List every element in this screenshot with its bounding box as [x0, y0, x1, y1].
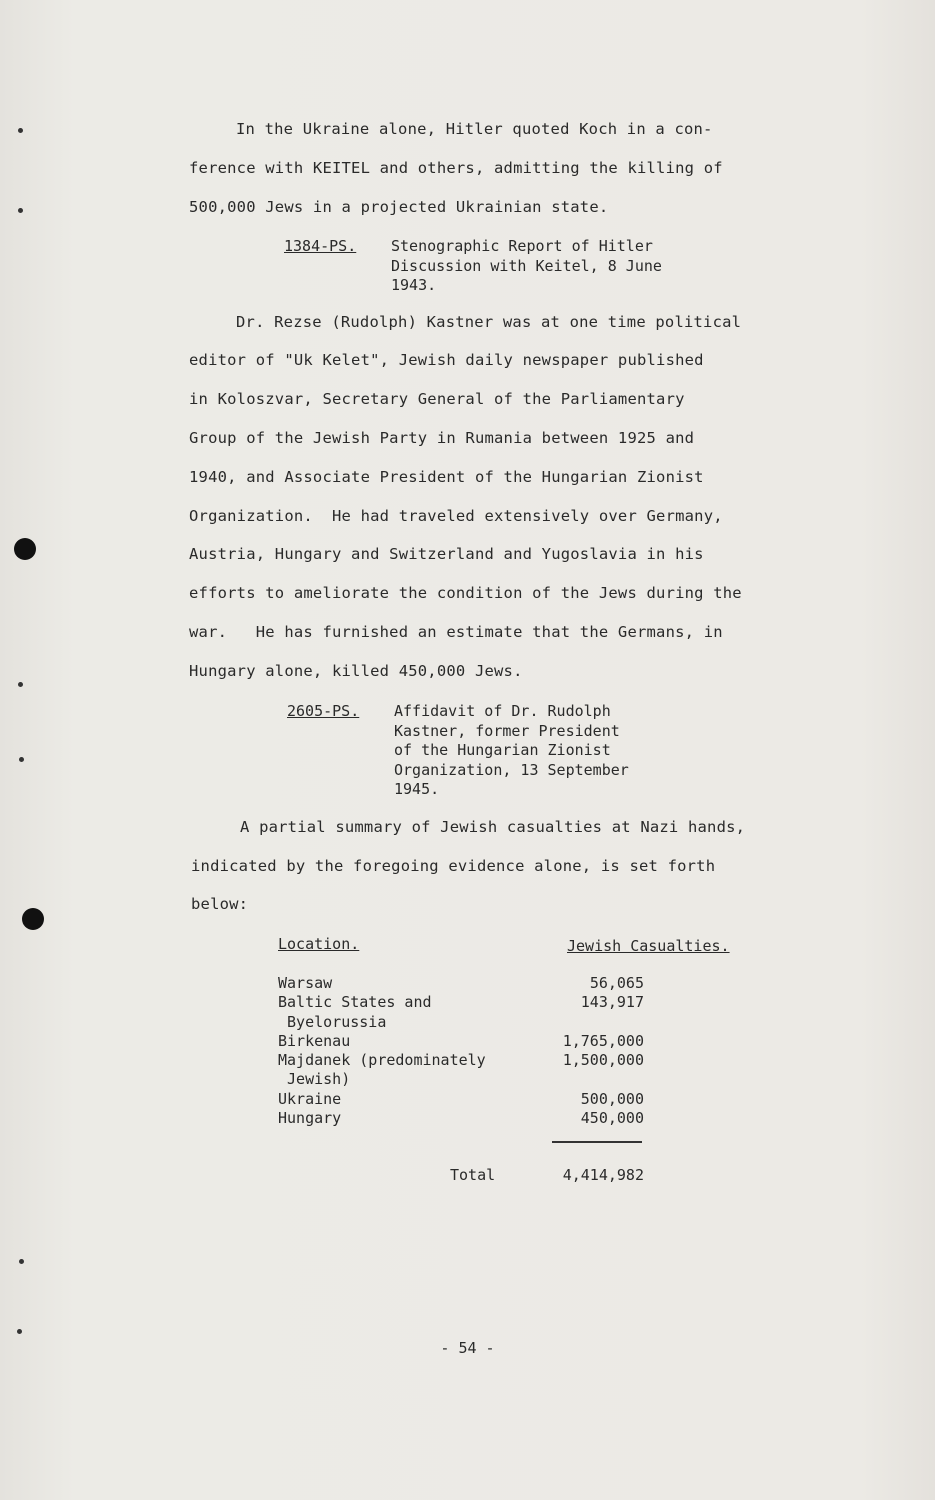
table-header-casualties: Jewish Casualties. [567, 937, 730, 955]
paragraph-line: Group of the Jewish Party in Rumania between 1925 and [189, 429, 695, 447]
table-row-location: Baltic States and [278, 993, 432, 1011]
citation-line: Stenographic Report of Hitler [391, 237, 653, 255]
citation-line: 1945. [394, 780, 440, 798]
paragraph-line: 500,000 Jews in a projected Ukrainian state. [189, 198, 609, 216]
paragraph-line: ference with KEITEL and others, admitting the killing of [189, 159, 723, 177]
table-row-location: Byelorussia [278, 1013, 387, 1031]
table-row-location: Hungary [278, 1109, 342, 1127]
citation-line: of the Hungarian Zionist [394, 741, 611, 759]
table-row-location: Jewish) [278, 1070, 351, 1088]
citation-number: 2605-PS. [287, 702, 360, 720]
paragraph-line: in Koloszvar, Secretary General of the Parliamentary [189, 390, 685, 408]
citation-line: Affidavit of Dr. Rudolph [394, 702, 611, 720]
speck [18, 128, 23, 133]
table-row-value: 1,765,000 [562, 1032, 644, 1050]
speck [19, 1259, 24, 1264]
citation-line: Organization, 13 September [394, 760, 629, 779]
paragraph-line: war. He has furnished an estimate that the Germans, in [189, 623, 723, 641]
paragraph-line: below: [191, 895, 249, 913]
paragraph-line: Hungary alone, killed 450,000 Jews. [189, 662, 523, 680]
binder-hole-bottom [22, 908, 44, 930]
citation-number: 1384-PS. [284, 237, 357, 255]
table-row-value: 1,500,000 [562, 1051, 644, 1069]
paragraph-line: Dr. Rezse (Rudolph) Kastner was at one time political [236, 313, 742, 331]
speck [18, 682, 23, 687]
speck [19, 757, 24, 762]
citation-line: Discussion with Keitel, 8 June [391, 256, 662, 275]
paragraph-line: In the Ukraine alone, Hitler quoted Koch in a con- [236, 120, 713, 138]
table-row-value: 143,917 [580, 993, 644, 1011]
table-row-value: 56,065 [589, 974, 644, 992]
table-row-location: Majdanek (predominately [278, 1051, 486, 1069]
paragraph-line: 1940, and Associate President of the Hungarian Zionist [189, 468, 704, 486]
paragraph-line: Organization. He had traveled extensively over Germany, [189, 507, 723, 525]
table-row-location: Ukraine [278, 1090, 342, 1108]
citation-line: Kastner, former President [394, 721, 620, 740]
binder-hole-top [14, 538, 36, 560]
paragraph-line: indicated by the foregoing evidence alone, is set forth [191, 857, 716, 875]
table-row-value: 500,000 [580, 1090, 644, 1108]
total-label: Total [450, 1166, 496, 1184]
table-row-value: 450,000 [580, 1109, 644, 1127]
speck [17, 1329, 22, 1334]
speck [18, 208, 23, 213]
total-rule [552, 1141, 642, 1143]
table-row-location: Warsaw [278, 974, 333, 992]
citation-text [391, 237, 662, 296]
paragraph-line: A partial summary of Jewish casualties at Nazi hands, [240, 818, 746, 836]
page-number: - 54 - [440, 1339, 495, 1357]
total-value: 4,414,982 [562, 1166, 644, 1184]
paragraph-line: Austria, Hungary and Switzerland and Yugoslavia in his [189, 545, 704, 563]
citation-line: 1943. [391, 276, 437, 294]
paragraph-line: efforts to ameliorate the condition of the Jews during the [189, 584, 742, 602]
citation-text [394, 702, 629, 800]
table-header-location: Location. [278, 935, 360, 953]
paragraph-line: editor of "Uk Kelet", Jewish daily newspaper published [189, 351, 704, 369]
table-row-location: Birkenau [278, 1032, 351, 1050]
